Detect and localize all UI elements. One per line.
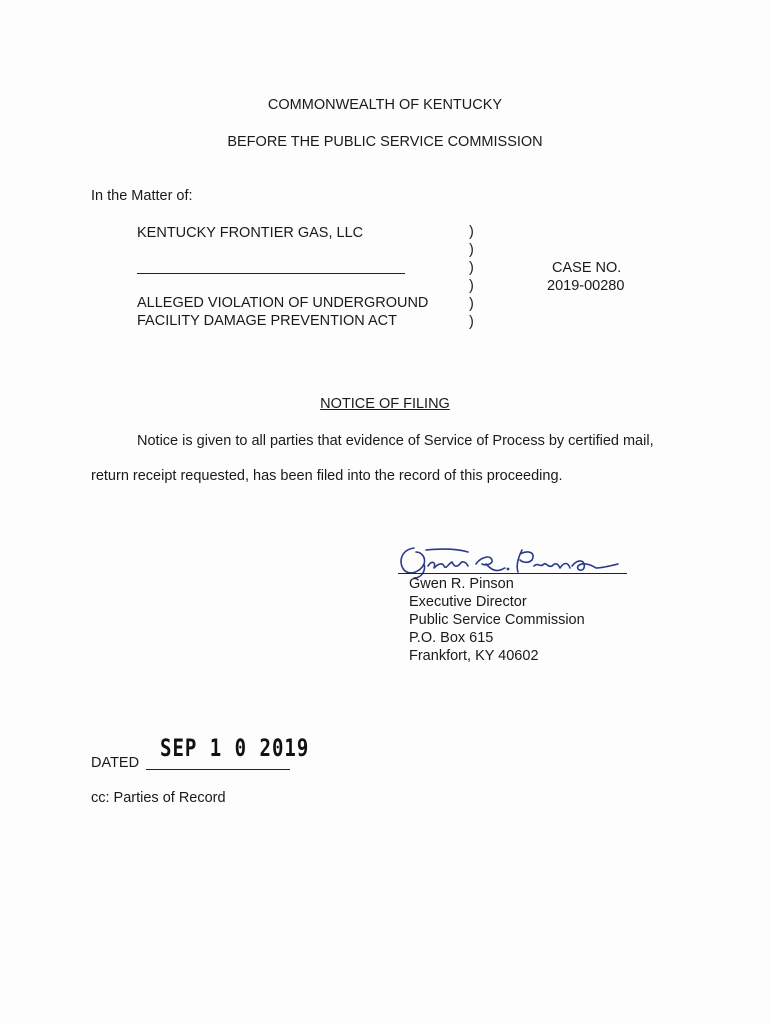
signer-title: Executive Director: [409, 594, 527, 610]
heading-commonwealth: COMMONWEALTH OF KENTUCKY: [267, 97, 503, 113]
signer-organization: Public Service Commission: [409, 612, 585, 628]
signer-name: Gwen R. Pinson: [409, 576, 514, 592]
case-number: 2019-00280: [547, 278, 625, 294]
caption-subject-line1: ALLEGED VIOLATION OF UNDERGROUND: [137, 295, 429, 311]
caption-paren: ): [469, 224, 474, 240]
date-stamp: SEP 1 0 2019: [160, 734, 310, 762]
notice-body-line1: Notice is given to all parties that evidence of Service of Process by certified mail,: [137, 433, 654, 449]
caption-subject-line2: FACILITY DAMAGE PREVENTION ACT: [137, 313, 397, 329]
notice-title: NOTICE OF FILING: [320, 396, 450, 412]
caption-blank-line: [137, 273, 405, 274]
heading-commission: BEFORE THE PUBLIC SERVICE COMMISSION: [227, 134, 543, 150]
dated-label: DATED: [91, 755, 140, 771]
case-number-label: CASE NO.: [552, 260, 622, 276]
caption-paren: ): [469, 314, 474, 330]
dated-line: [146, 769, 290, 770]
caption-paren: ): [469, 260, 474, 276]
caption-paren: ): [469, 296, 474, 312]
signature-line: [398, 573, 627, 574]
matter-intro: In the Matter of:: [91, 188, 193, 204]
caption-paren: ): [469, 278, 474, 294]
cc-line: cc: Parties of Record: [91, 790, 226, 806]
caption-party: KENTUCKY FRONTIER GAS, LLC: [137, 225, 364, 241]
signer-city: Frankfort, KY 40602: [409, 648, 539, 664]
handwritten-signature: [396, 540, 621, 580]
signer-po-box: P.O. Box 615: [409, 630, 494, 646]
caption-paren: ): [469, 242, 474, 258]
notice-body-line2: return receipt requested, has been filed into the record of this proceeding.: [91, 468, 563, 484]
